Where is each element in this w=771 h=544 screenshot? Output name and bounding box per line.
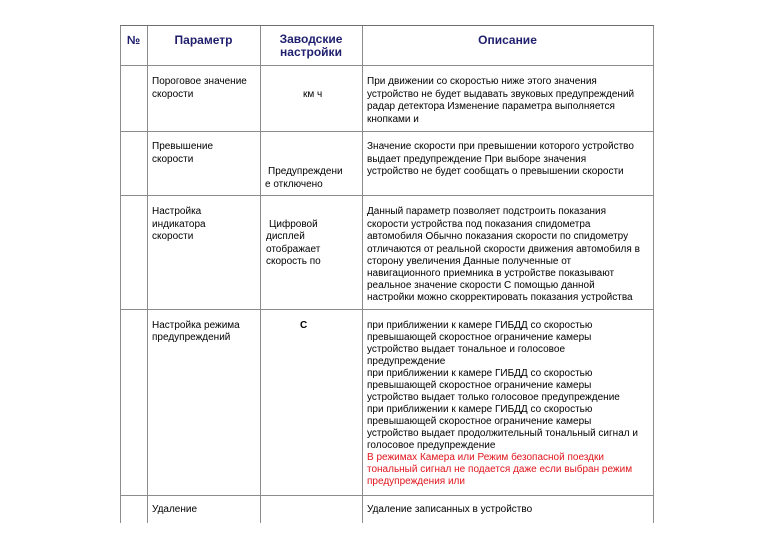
row-desc: Данный параметр позволяет подстроить показания	[367, 206, 607, 217]
row-desc: устройство выдает тональное и голосовое	[367, 344, 566, 355]
row-desc: устройство не будет выдавать звуковых предупреждений	[367, 89, 635, 100]
row-desc: превышающей скоростное ограничение камеры	[367, 332, 592, 343]
grid-line-row1	[120, 131, 654, 132]
row-factory: отображает	[266, 244, 321, 255]
row-param: Настройка режима	[152, 320, 240, 331]
header-description: Описание	[478, 33, 537, 47]
row-desc: радар детектора Изменение параметра выполняется	[367, 101, 615, 112]
row-desc: Значение скорости при превышении которого устройство	[367, 141, 634, 152]
row-desc-warning: предупреждения или	[367, 476, 465, 487]
row-desc: реальное значение скорости С помощью данной	[367, 280, 595, 291]
row-factory: C	[300, 320, 308, 331]
row-factory: скорость по	[266, 256, 321, 267]
row-param: Удаление	[152, 504, 198, 515]
row-factory: Предупреждени	[268, 166, 343, 177]
row-param: Настройка	[152, 206, 202, 217]
row-desc: Удаление записанных в устройство	[367, 504, 533, 515]
grid-line-param	[260, 25, 261, 523]
grid-line-row4	[120, 495, 654, 496]
row-desc: отличаются от реальной скорости движения автомобиля в	[367, 244, 640, 255]
row-desc: кнопками и	[367, 114, 419, 125]
row-factory: Цифровой	[269, 219, 318, 230]
row-desc: голосовое предупреждение	[367, 440, 496, 451]
row-param: скорости	[152, 154, 194, 165]
grid-line-factory	[362, 25, 363, 523]
header-parameter: Параметр	[174, 33, 233, 47]
grid-line-header-bottom	[120, 65, 654, 66]
row-factory: е отключено	[265, 179, 323, 190]
row-desc: предупреждение	[367, 356, 446, 367]
row-desc: навигационного приемника в устройстве показывают	[367, 268, 615, 279]
header-num: №	[126, 33, 141, 47]
row-factory: дисплей	[266, 231, 305, 242]
grid-line-row3	[120, 309, 654, 310]
grid-line-left	[120, 25, 121, 523]
row-desc: при приближении к камере ГИБДД со скоростью	[367, 368, 593, 379]
row-desc: устройство выдает только голосовое предупреждение	[367, 392, 620, 403]
row-desc: автомобиля Обычно показания скорости по спидометру	[367, 231, 629, 242]
row-param: индикатора	[152, 219, 206, 230]
row-factory: км ч	[303, 89, 323, 100]
row-desc: при приближении к камере ГИБДД со скоростью	[367, 320, 593, 331]
row-param: Превышение	[152, 141, 214, 152]
header-factory-line1: Заводские	[279, 32, 343, 46]
row-desc: сторону увеличения Данные полученные от	[367, 256, 572, 267]
row-param: скорости	[152, 231, 194, 242]
grid-line-right	[653, 25, 654, 523]
grid-line-top	[120, 25, 654, 26]
row-param: скорости	[152, 89, 194, 100]
row-desc: выдает предупреждение При выборе значения	[367, 154, 587, 165]
grid-line-row2	[120, 195, 654, 196]
row-desc: превышающей скоростное ограничение камеры	[367, 380, 592, 391]
row-desc: настройки можно скорректировать показания устройства	[367, 292, 633, 303]
header-factory-line2: настройки	[280, 45, 342, 59]
row-param: Пороговое значение	[152, 76, 247, 87]
row-desc: при приближении к камере ГИБДД со скоростью	[367, 404, 593, 415]
row-desc: превышающей скоростное ограничение камеры	[367, 416, 592, 427]
row-desc: устройство выдает продолжительный тональный сигнал и	[367, 428, 638, 439]
row-desc: скорости устройства под показания спидометра	[367, 219, 591, 230]
row-desc: При движении со скоростью ниже этого значения	[367, 76, 597, 87]
row-desc-warning: В режимах Камера или Режим безопасной поездки	[367, 452, 604, 463]
grid-line-num	[147, 25, 148, 523]
row-param: предупреждений	[152, 332, 231, 343]
row-desc: устройство не будет сообщать о превышении скорости	[367, 166, 624, 177]
row-desc-warning: тональный сигнал не подается даже если выбран режим	[367, 464, 633, 475]
